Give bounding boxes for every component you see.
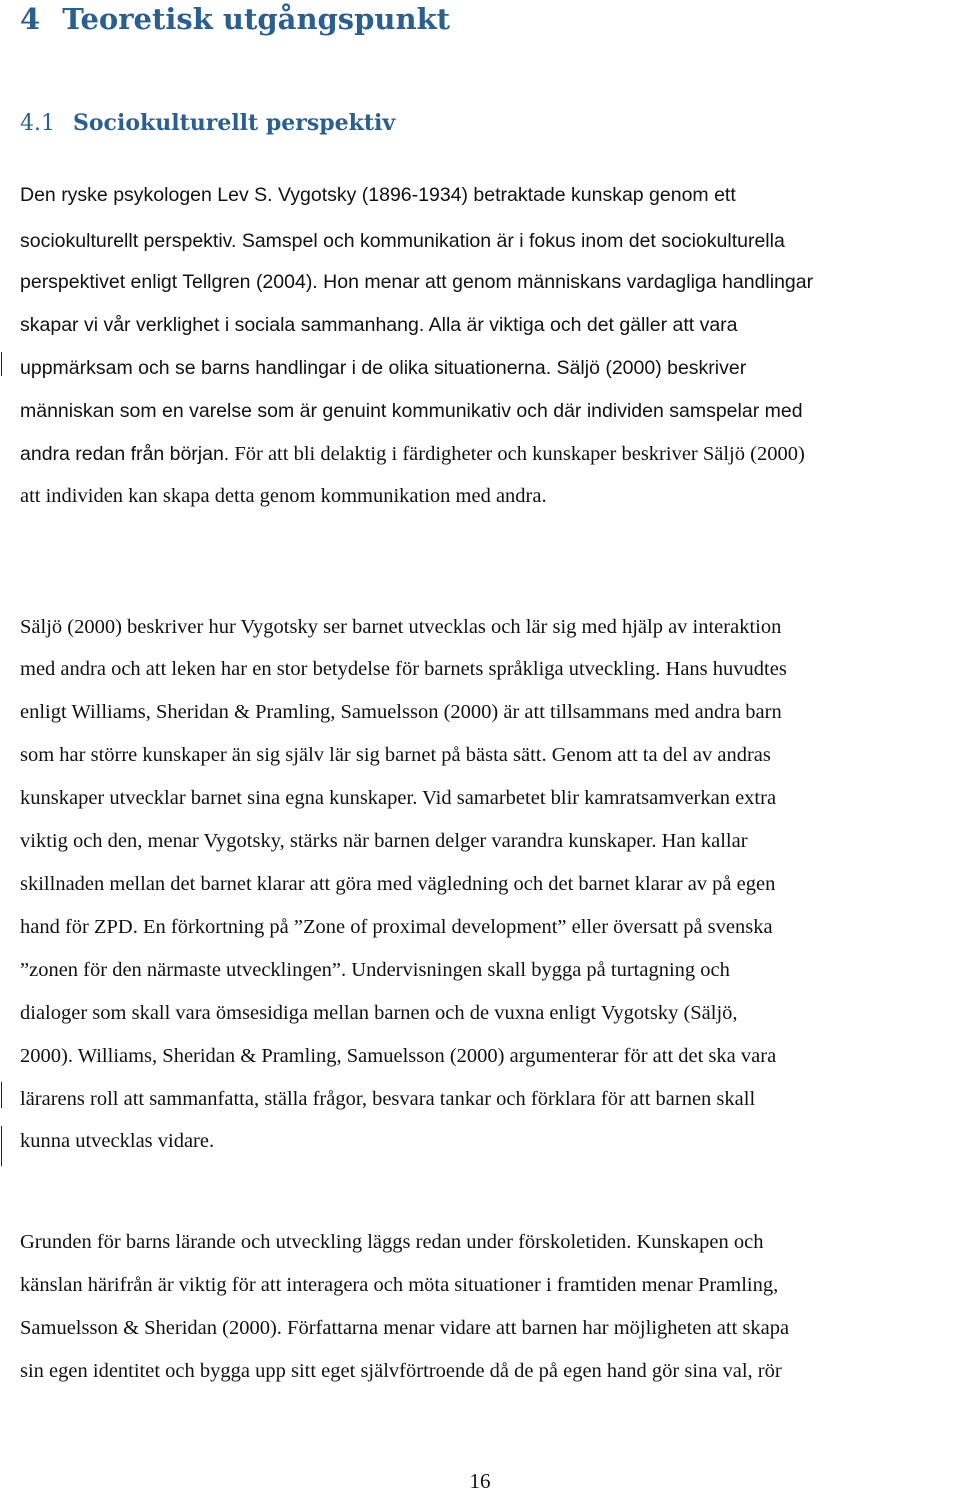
paragraph-line: Säljö (2000) beskriver hur Vygotsky ser barnet utvecklas och lär sig med hjälp av interaktion: [20, 616, 782, 638]
paragraph-line: enligt Williams, Sheridan & Pramling, Samuelsson (2000) är att tillsammans med andra barn: [20, 701, 782, 723]
paragraph-line: att individen kan skapa detta genom kommunikation med andra.: [20, 485, 547, 507]
revised-text: Alla är viktiga och det gäller att vara: [424, 314, 738, 336]
paragraph-text: skapar vi vår verklighet i sociala sammanhang.: [20, 314, 425, 336]
paragraph-text: För att bli delaktig i färdigheter och kunskaper beskriver Säljö (2000): [229, 443, 805, 465]
paragraph-line: hand för ZPD. En förkortning på ”Zone of proximal development” eller översatt på svenska: [20, 916, 773, 938]
section-title: Sociokulturellt perspektiv: [73, 110, 396, 136]
revised-text: uppmärksam och se barns handlingar i de olika situationerna.: [20, 357, 552, 379]
paragraph-line: människan som en varelse som är genuint kommunikativ och där individen samspelar med: [20, 400, 803, 422]
revision-bar: [1, 352, 2, 376]
chapter-number: 4: [20, 2, 41, 36]
paragraph-text: Säljö (2000) beskriver: [551, 357, 747, 379]
chapter-title: Teoretisk utgångspunkt: [62, 2, 451, 36]
paragraph-line: sin egen identitet och bygga upp sitt eget självförtroende då de på egen hand gör sina val, rör: [20, 1360, 782, 1382]
paragraph-line: dialoger som skall vara ömsesidiga mellan barnen och de vuxna enligt Vygotsky (Säljö,: [20, 1002, 738, 1024]
section-number: 4.1: [20, 111, 55, 136]
revision-bar: [1, 1126, 2, 1166]
revision-bar: [1, 1082, 2, 1108]
paragraph-line: perspektivet enligt Tellgren (2004). Hon menar att genom människans vardagliga handlingar: [20, 271, 814, 293]
paragraph-line: [20, 310, 738, 340]
paragraph-line: Samuelsson & Sheridan (2000). Författarna menar vidare att barnen har möjligheten att skapa: [20, 1317, 790, 1339]
page-number: 16: [469, 1469, 491, 1493]
paragraph-line: 2000). Williams, Sheridan & Pramling, Samuelsson (2000) argumenterar för att det ska vara: [20, 1045, 777, 1067]
paragraph-line: Den ryske psykologen Lev S. Vygotsky (1896-1934) betraktade kunskap genom ett: [20, 184, 736, 206]
paragraph-line: sociokulturellt perspektiv. Samspel och kommunikation är i fokus inom det sociokulturella: [20, 230, 785, 252]
paragraph-line: som har större kunskaper än sig själv lär sig barnet på bästa sätt. Genom att ta del av andras: [20, 744, 771, 766]
paragraph-line: lärarens roll att sammanfatta, ställa frågor, besvara tankar och förklara för att barnen skall: [20, 1088, 756, 1110]
section-heading: [20, 106, 395, 141]
paragraph-line: känslan härifrån är viktig för att interagera och möta situationer i framtiden menar Pramling,: [20, 1274, 779, 1296]
paragraph-line: viktig och den, menar Vygotsky, stärks när barnen delger varandra kunskaper. Han kallar: [20, 830, 748, 852]
chapter-heading: [20, 0, 450, 38]
paragraph-text: andra redan från början.: [20, 443, 230, 465]
paragraph-line: [20, 353, 746, 383]
paragraph-line: kunskaper utvecklar barnet sina egna kunskaper. Vid samarbetet blir kamratsamverkan extra: [20, 787, 777, 809]
paragraph-line: med andra och att leken har en stor betydelse för barnets språkliga utveckling. Hans huvudtes: [20, 658, 787, 680]
paragraph-line: kunna utvecklas vidare.: [20, 1130, 215, 1152]
paragraph-line: ”zonen för den närmaste utvecklingen”. Undervisningen skall bygga på turtagning och: [20, 959, 730, 981]
paragraph-line: skillnaden mellan det barnet klarar att göra med vägledning och det barnet klarar av på egen: [20, 873, 776, 895]
paragraph-line: Grunden för barns lärande och utveckling läggs redan under förskoletiden. Kunskapen och: [20, 1231, 764, 1253]
paragraph-line: [20, 439, 805, 469]
